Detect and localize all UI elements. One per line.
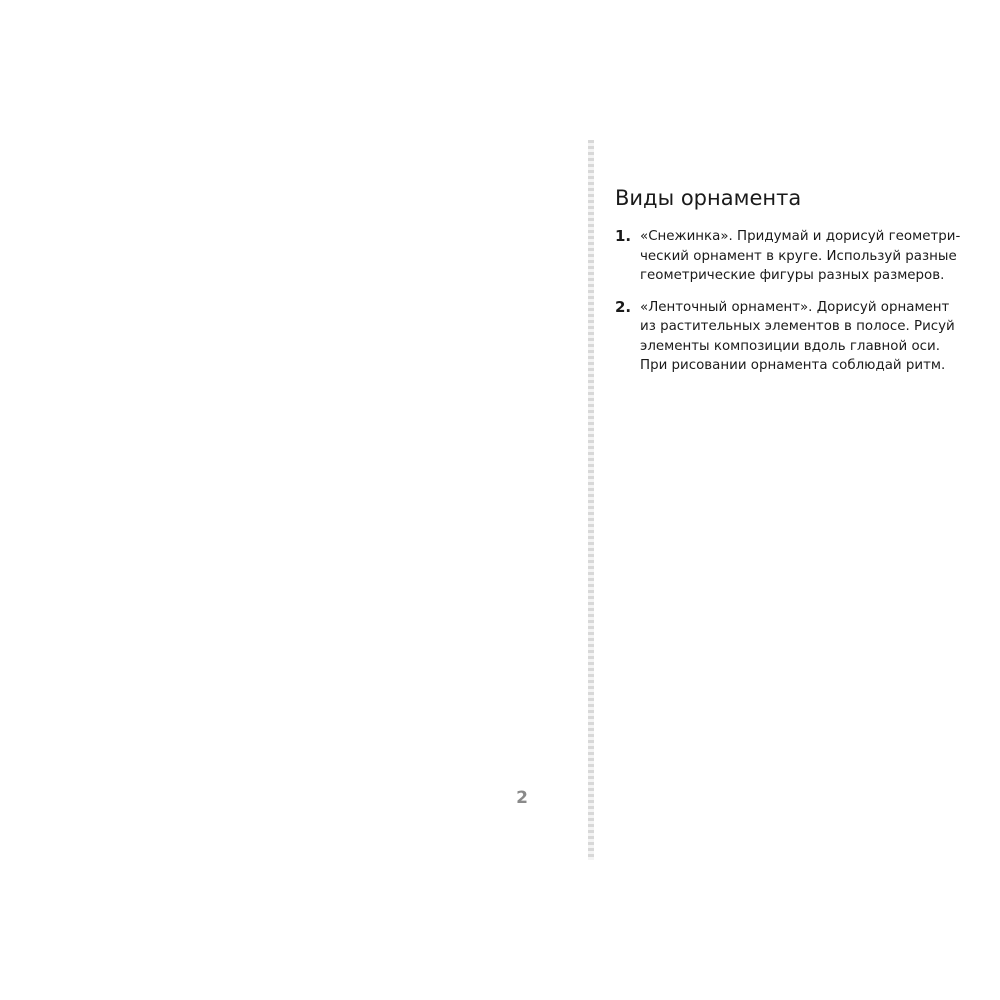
task-text-line: «Снежинка». Придумай и дорисуй геометри- [640,229,961,244]
task-item [615,298,1000,376]
task-text-line: из растительных элементов в полосе. Рисуй [640,319,955,334]
task-number: 1. [615,227,632,245]
page-number: 2 [516,788,528,808]
task-list [615,227,1000,388]
task-text-line: «Ленточный орнамент». Дорисуй орнамент [640,299,950,315]
task-text-line: ческий орнамент в круге. Используй разные [640,248,957,264]
task-text-line: геометрические фигуры разных размеров. [640,268,945,283]
task-item [615,227,1000,286]
task-text-line: При рисовании орнамента соблюдай ритм. [640,358,946,373]
section-heading: Виды орнамента [615,186,802,210]
right-page [594,0,1000,1000]
task-number: 2. [615,297,632,316]
task-text-line: элементы композиции вдоль главной оси. [640,338,940,354]
